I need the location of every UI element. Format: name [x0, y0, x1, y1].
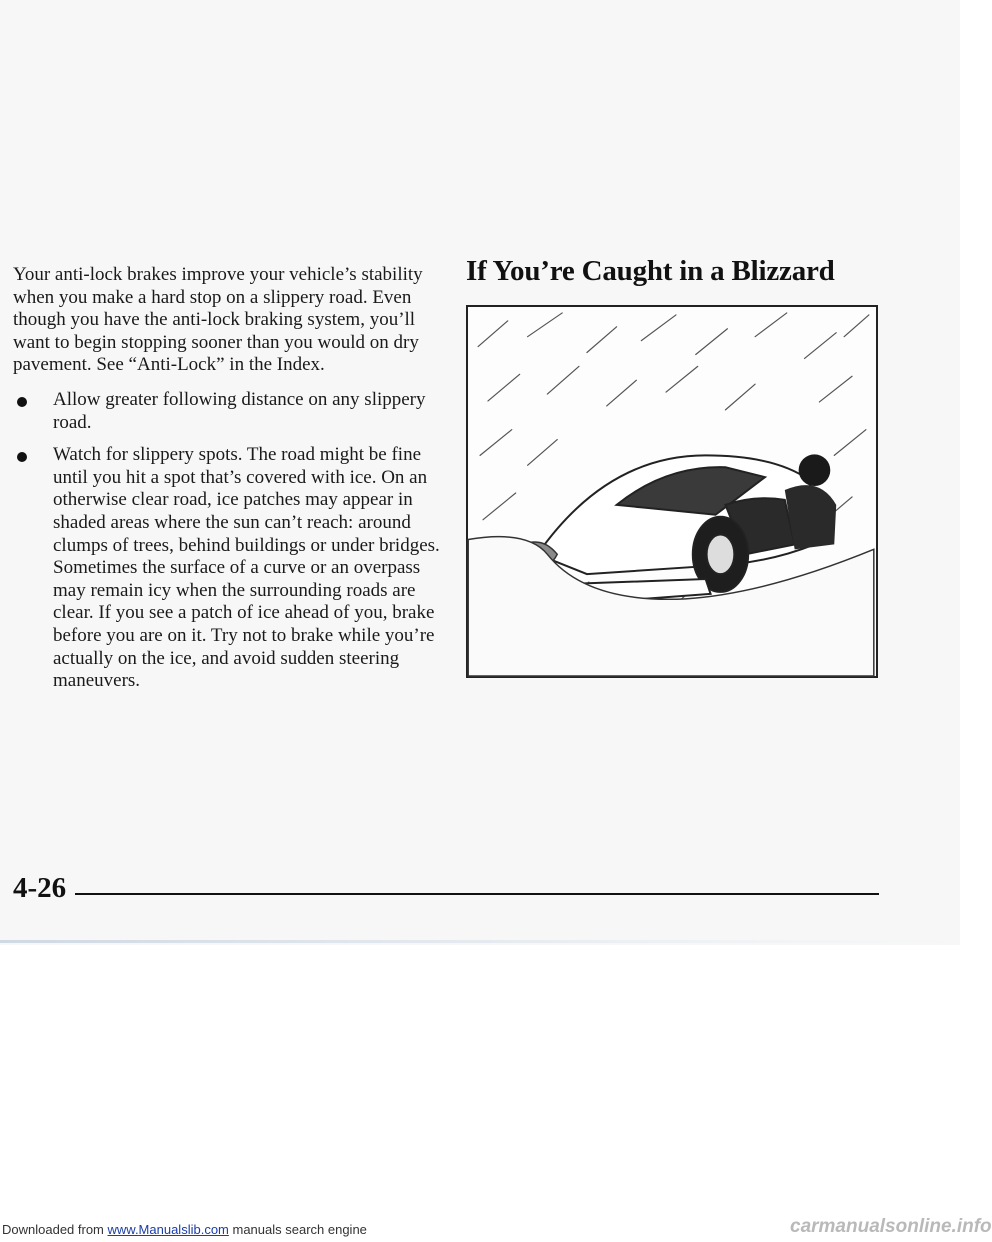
footer-prefix: Downloaded from — [2, 1222, 108, 1237]
bullet-item — [13, 389, 445, 434]
manualslib-link[interactable]: www.Manualslib.com — [107, 1222, 229, 1237]
bullet-text: Watch for slippery spots. The road might be fine until you hit a spot that’s covered with ice. On an otherwise clear road, ice patches may appear in shaded areas where the sun can’t reach: around clumps of trees, behind buildings or under bridges. Sometimes the surface of a curve or an overpass may remain icy when the surrounding roads are clear. If you see a patch of ice ahead of you, brake before you are on it. Try not to brake while you’re actually on the ice, and avoid sudden steering maneuvers. — [53, 444, 440, 692]
bullet-item — [13, 444, 445, 693]
download-footer — [2, 1222, 367, 1237]
bullet-icon — [17, 452, 27, 462]
person-figure — [785, 454, 836, 549]
page-number: 4-26 — [13, 872, 67, 904]
watermark-text: carmanualsonline.info — [790, 1216, 992, 1237]
footer-suffix: manuals search engine — [228, 1222, 367, 1237]
section-heading: If You’re Caught in a Blizzard — [466, 255, 835, 287]
car-stuck-in-snow-illustration — [466, 305, 878, 678]
blizzard-drawing — [468, 307, 876, 676]
intro-paragraph: Your anti-lock brakes improve your vehicle’s stability when you make a hard stop on a slippery road. Even though you have the anti-lock braking system, you’ll want to begin stopping sooner than you would on dry pavement. See “Anti-Lock” in the Index. — [13, 264, 423, 376]
footer-rule — [75, 893, 879, 895]
bullet-icon — [17, 397, 27, 407]
left-column — [13, 264, 445, 703]
bullet-text: Allow greater following distance on any slippery road. — [53, 388, 426, 433]
scan-edge — [0, 940, 960, 943]
